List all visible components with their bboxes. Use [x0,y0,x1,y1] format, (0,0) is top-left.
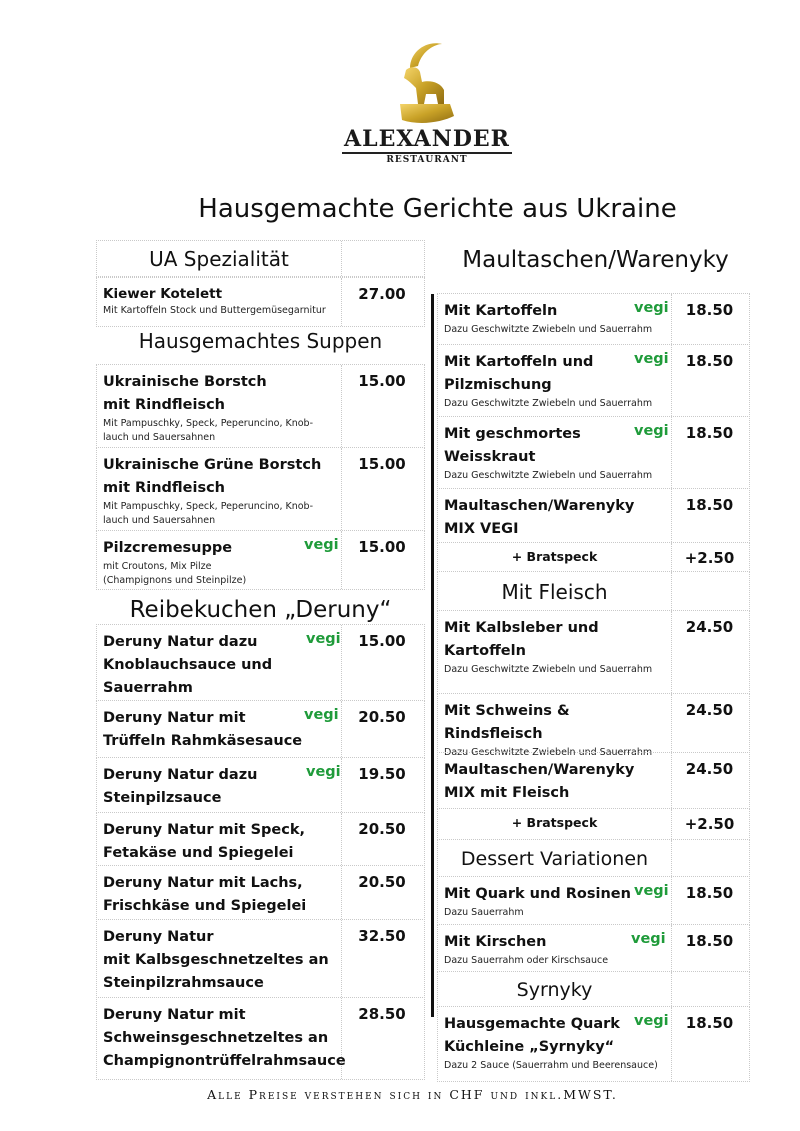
menu-item [96,530,425,590]
vegi-badge: vegi [634,423,669,439]
ua-header-row [96,240,425,277]
dish-name: Knoblauchsauce und [103,657,273,673]
dish-name: Mit Kartoffeln [444,303,558,319]
dish-price: 18.50 [685,932,734,950]
vegi-badge: vegi [304,707,339,723]
dish-name: mit Rindfleisch [103,480,225,496]
dish-name: Fetakäse und Spiegelei [103,845,294,861]
brand-subtitle: RESTAURANT [386,155,468,165]
menu-item [96,364,425,448]
menu-item [96,447,425,531]
vegi-badge: vegi [306,764,341,780]
dish-price: 20.50 [358,708,406,726]
dish-description: (Champignons und Steinpilze) [103,575,247,586]
addon-row [437,808,750,840]
dish-name: Mit Kalbsleber und [444,620,599,636]
dish-description: Dazu Geschwitzte Zwiebeln und Sauerrahm [444,398,653,409]
dish-description: Mit Kartoffeln Stock und Buttergemüsegarnitur [103,305,326,316]
ibex-icon [396,38,454,128]
dish-name: Sauerrahm [103,680,193,696]
dish-name: Mit Kartoffeln und [444,354,594,370]
section-title-dessert: Dessert Variationen [460,848,649,870]
vegi-badge: vegi [634,300,669,316]
addon-price: +2.50 [684,815,735,833]
dish-name: Pilzcremesuppe [103,540,233,556]
menu-item [96,700,425,758]
dish-description: mit Croutons, Mix Pilze [103,561,212,572]
vegi-badge: vegi [306,631,341,647]
dish-name: Ukrainische Borstch [103,374,267,390]
menu-item [96,919,425,998]
dish-name: Deruny Natur mit Speck, [103,822,306,838]
vegi-badge: vegi [631,931,666,947]
dish-name: Kartoffeln [444,643,526,659]
menu-item [437,416,750,489]
price-note: Alle Preise verstehen sich in CHF und inkl.MWST. [207,1087,618,1102]
dish-price: 18.50 [685,301,734,319]
vegi-badge: vegi [304,537,339,553]
dish-name: Deruny Natur dazu [103,634,258,650]
dish-price: 24.50 [685,618,734,636]
menu-item [437,1006,750,1082]
dish-price: 28.50 [358,1005,406,1023]
dish-price: 24.50 [685,760,734,778]
section-title-deruny: Reibekuchen „Deruny“ [129,597,392,623]
menu-item [96,757,425,813]
dish-name: Steinpilzsauce [103,790,222,806]
dish-name: mit Kalbsgeschnetzeltes an [103,952,329,968]
dish-name: Deruny Natur dazu [103,767,258,783]
dish-price: 15.00 [358,455,406,473]
dish-name: Kiewer Kotelett [103,286,223,302]
dish-name: Pilzmischung [444,377,552,393]
page-title: Hausgemachte Gerichte aus Ukraine [198,194,677,224]
menu-item [437,693,750,758]
menu-item [437,610,750,694]
dish-price: 19.50 [358,765,406,783]
dish-name: mit Rindfleisch [103,397,225,413]
dish-name: Hausgemachte Quark [444,1016,620,1032]
vegi-badge: vegi [634,883,669,899]
dish-name: Weisskraut [444,449,536,465]
dish-description: lauch und Sauersahnen [103,515,216,526]
dish-price: 18.50 [685,424,734,442]
dish-price: 27.00 [358,285,406,303]
dish-price: 18.50 [685,496,734,514]
dish-price: 15.00 [358,372,406,390]
dish-price: 24.50 [685,701,734,719]
dish-description: Dazu Geschwitzte Zwiebeln und Sauerrahm [444,664,653,675]
dish-name: Küchleine „Syrnyky“ [444,1039,615,1055]
dish-description: Mit Pampuschky, Speck, Peperuncino, Knob- [103,418,314,429]
menu-item [96,865,425,920]
menu-item [96,277,425,327]
dish-description: Mit Pampuschky, Speck, Peperuncino, Knob- [103,501,314,512]
dish-name: Steinpilzrahmsauce [103,975,264,991]
dish-description: Dazu Geschwitzte Zwiebeln und Sauerrahm [444,324,653,335]
section-title-syrnyky: Syrnyky [516,979,593,1001]
fleisch-header-row [437,571,750,611]
dish-description: Dazu Geschwitzte Zwiebeln und Sauerrahm [444,747,653,758]
vegi-badge: vegi [634,351,669,367]
dish-name: Deruny Natur mit Lachs, [103,875,303,891]
dish-name: Champignontrüffelrahmsauce [103,1053,346,1069]
dish-price: 15.00 [358,632,406,650]
dish-name: Maultaschen/Warenyky [444,498,635,514]
dish-name: MIX VEGI [444,521,519,537]
section-title-fleisch: Mit Fleisch [501,580,608,604]
dish-name: Frischkäse und Spiegelei [103,898,307,914]
dish-name: Maultaschen/Warenyky [444,762,635,778]
dish-description: Dazu Sauerrahm oder Kirschsauce [444,955,609,966]
dish-name: Mit Schweins & Rindsfleisch [444,703,570,742]
menu-item [437,924,750,972]
dish-description: Dazu 2 Sauce (Sauerrahm und Beerensauce) [444,1060,658,1071]
dish-price: 20.50 [358,820,406,838]
dish-price: 18.50 [685,884,734,902]
dish-name: Trüffeln Rahmkäsesauce [103,733,303,749]
dish-name: Mit geschmortes [444,426,581,442]
menu-item [437,752,750,809]
section-title-maultaschen: Maultaschen/Warenyky [462,247,729,273]
dish-name: Ukrainische Grüne Borstch [103,457,322,473]
dish-price: 18.50 [685,1014,734,1032]
brand-name: ALEXANDER [344,126,510,152]
dish-name: Deruny Natur mit [103,1007,246,1023]
dish-price: 18.50 [685,352,734,370]
menu-item [437,488,750,543]
dish-description: Dazu Sauerrahm [444,907,524,918]
dish-name: Deruny Natur mit [103,710,246,726]
menu-item [96,997,425,1080]
vegi-badge: vegi [634,1013,669,1029]
menu-item [437,293,750,345]
addon-price: +2.50 [684,549,735,567]
dish-description: lauch und Sauersahnen [103,432,216,443]
addon-label: + Bratspeck [438,543,672,571]
syrnyky-header-row [437,971,750,1007]
menu-item [437,876,750,925]
brand-divider [342,152,512,154]
menu-item [96,624,425,701]
addon-label: + Bratspeck [438,809,672,839]
dish-description: Dazu Geschwitzte Zwiebeln und Sauerrahm [444,470,653,481]
dish-name: Deruny Natur [103,929,214,945]
dish-name: Schweinsgeschnetzeltes an [103,1030,329,1046]
column-divider [431,294,434,1017]
menu-item [96,812,425,866]
dish-name: Mit Quark und Rosinen [444,886,631,902]
dish-price: 20.50 [358,873,406,891]
menu-item [437,344,750,417]
dish-price: 15.00 [358,538,406,556]
dish-name: Mit Kirschen [444,934,547,950]
dish-price: 32.50 [358,927,406,945]
addon-row [437,542,750,572]
section-title-suppen: Hausgemachtes Suppen [138,329,383,353]
section-title-ua: UA Spezialität [149,247,289,271]
dish-name: MIX mit Fleisch [444,785,570,801]
dessert-header-row [437,839,750,877]
